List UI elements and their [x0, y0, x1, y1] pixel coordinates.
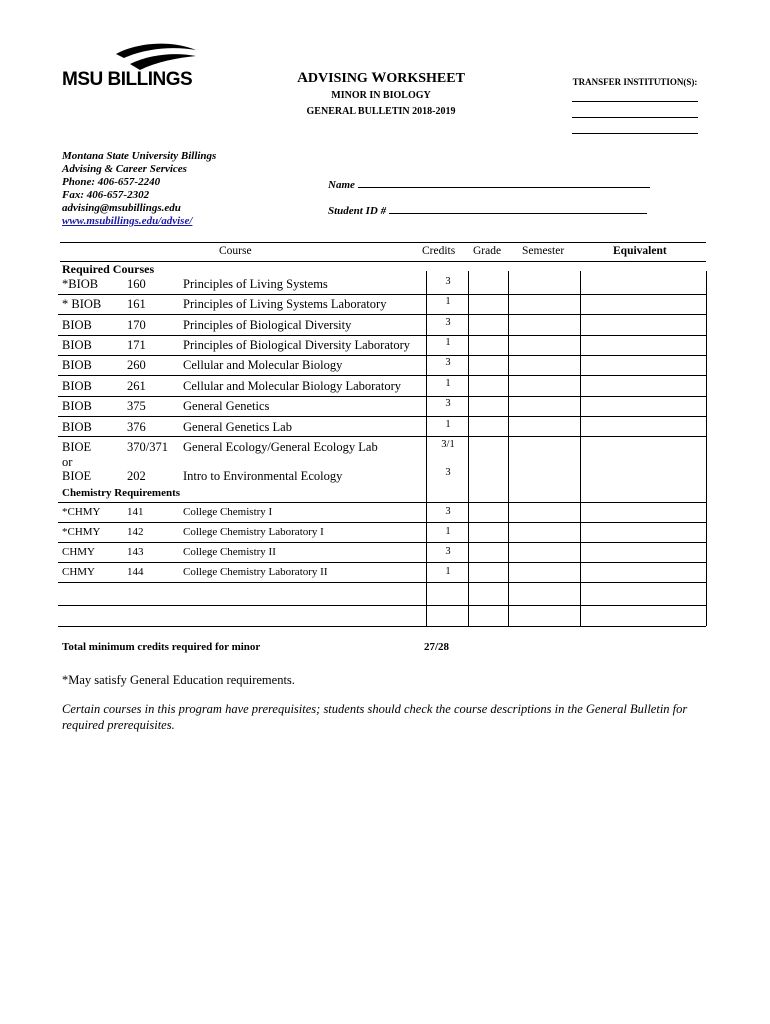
course-number: 142	[127, 526, 144, 538]
course-title: General Genetics Lab	[183, 420, 292, 434]
ecology-credits-1: 3/1	[441, 439, 455, 450]
bulletin-year: GENERAL BULLETIN 2018-2019	[306, 106, 456, 117]
website-link[interactable]: www.msubillings.edu/advise/	[62, 215, 193, 227]
ecology-or: or	[62, 455, 73, 469]
course-credits: 3	[445, 357, 451, 368]
course-credits: 3	[445, 546, 451, 557]
row-line	[58, 416, 706, 417]
course-number: 141	[127, 506, 144, 518]
course-number: 260	[127, 358, 146, 372]
email-address: advising@msubillings.edu	[62, 202, 181, 214]
course-title: General Genetics	[183, 399, 270, 413]
course-title: Principles of Living Systems	[183, 277, 328, 291]
course-credits: 1	[445, 337, 451, 348]
row-line	[58, 605, 706, 606]
course-number: 171	[127, 338, 146, 352]
column-line	[706, 271, 707, 626]
course-title: College Chemistry Laboratory I	[183, 526, 324, 538]
course-prefix: CHMY	[62, 566, 96, 578]
ecology-credits-2: 3	[445, 467, 451, 478]
page-title: ADVISING WORKSHEET	[297, 70, 465, 86]
course-title: College Chemistry I	[183, 506, 273, 518]
column-line	[508, 271, 509, 626]
gen-ed-note: *May satisfy General Education requirements.	[62, 673, 295, 687]
course-prefix: CHMY	[62, 546, 96, 558]
minor-subtitle: MINOR IN BIOLOGY	[331, 90, 431, 101]
row-line	[58, 294, 706, 295]
course-number: 261	[127, 379, 146, 393]
row-line	[58, 542, 706, 543]
required-courses-label: Required Courses	[62, 262, 155, 276]
course-credits: 3	[445, 317, 451, 328]
msu-billings-logo	[62, 42, 212, 94]
course-credits: 1	[445, 378, 451, 389]
course-prefix: BIOB	[62, 379, 92, 393]
course-number: 375	[127, 399, 146, 413]
ecology-title-1: General Ecology/General Ecology Lab	[183, 440, 378, 454]
equivalent-header: Equivalent	[613, 245, 667, 257]
chemistry-requirements-label: Chemistry Requirements	[62, 487, 181, 499]
course-title: Principles of Biological Diversity	[183, 318, 352, 332]
student-id-field[interactable]	[328, 203, 647, 217]
column-line	[580, 271, 581, 626]
ecology-prefix-1: BIOE	[62, 440, 92, 454]
ecology-title-2: Intro to Environmental Ecology	[183, 469, 343, 483]
course-number: 144	[127, 566, 144, 578]
row-line	[58, 355, 706, 356]
logo-swoosh-icon	[110, 42, 200, 72]
total-credits-label: Total minimum credits required for minor	[62, 641, 261, 653]
name-field[interactable]	[328, 177, 650, 191]
course-title: Principles of Living Systems Laboratory	[183, 297, 387, 311]
course-prefix: BIOB	[62, 318, 92, 332]
phone-number: Phone: 406-657-2240	[62, 176, 161, 188]
row-line	[58, 375, 706, 376]
course-credits: 3	[445, 276, 451, 287]
row-line	[58, 626, 706, 627]
course-prefix: *BIOB	[62, 277, 99, 291]
course-number: 143	[127, 546, 144, 558]
name-label: Name	[328, 179, 355, 191]
grade-header: Grade	[473, 245, 502, 257]
course-prefix: *CHMY	[62, 506, 101, 518]
department-name: Advising & Career Services	[62, 163, 187, 175]
row-line	[58, 436, 706, 437]
row-line	[58, 562, 706, 563]
fax-number: Fax: 406-657-2302	[62, 189, 150, 201]
course-prefix: BIOB	[62, 399, 92, 413]
total-credits-value: 27/28	[424, 641, 450, 653]
transfer-line-2[interactable]	[572, 117, 698, 118]
course-number: 170	[127, 318, 146, 332]
student-id-line[interactable]	[389, 203, 647, 214]
course-credits: 3	[445, 506, 451, 517]
prerequisite-note: Certain courses in this program have prerequisites; students should check the course descriptions in the General Bulletin for required prerequisites.	[62, 702, 688, 732]
course-number: 376	[127, 420, 146, 434]
row-line	[58, 522, 706, 523]
course-prefix: * BIOB	[62, 297, 102, 311]
course-title: Cellular and Molecular Biology Laboratory	[183, 379, 401, 393]
credits-header: Credits	[422, 245, 456, 257]
course-prefix: *CHMY	[62, 526, 101, 538]
header-bottom-rule	[60, 261, 706, 262]
course-title: Principles of Biological Diversity Laboratory	[183, 338, 411, 352]
row-line	[58, 502, 706, 503]
contact-info	[62, 150, 216, 228]
transfer-institution-label: TRANSFER INSTITUTION(S):	[572, 77, 698, 87]
row-line	[58, 396, 706, 397]
name-line[interactable]	[358, 177, 650, 188]
course-prefix: BIOB	[62, 358, 92, 372]
row-line	[58, 314, 706, 315]
logo-wordmark: MSU BILLINGS	[62, 69, 193, 90]
course-prefix: BIOB	[62, 338, 92, 352]
course-title: College Chemistry II	[183, 546, 276, 558]
university-name: Montana State University Billings	[62, 150, 217, 162]
row-line	[58, 582, 706, 583]
course-credits: 1	[445, 419, 451, 430]
transfer-line-3[interactable]	[572, 133, 698, 134]
row-line	[58, 335, 706, 336]
course-title: College Chemistry Laboratory II	[183, 566, 328, 578]
header-top-rule	[60, 242, 706, 243]
course-header: Course	[219, 245, 252, 257]
semester-header: Semester	[522, 245, 565, 257]
course-title: Cellular and Molecular Biology	[183, 358, 343, 372]
transfer-line-1[interactable]	[572, 101, 698, 102]
course-prefix: BIOB	[62, 420, 92, 434]
ecology-number-2: 202	[127, 469, 146, 483]
course-number: 161	[127, 297, 146, 311]
student-id-label: Student ID #	[328, 205, 387, 217]
course-credits: 1	[445, 566, 451, 577]
course-credits: 1	[445, 526, 451, 537]
ecology-prefix-2: BIOE	[62, 469, 92, 483]
course-credits: 1	[445, 296, 451, 307]
ecology-number-1: 370/371	[127, 440, 168, 454]
course-credits: 3	[445, 398, 451, 409]
course-number: 160	[127, 277, 146, 291]
